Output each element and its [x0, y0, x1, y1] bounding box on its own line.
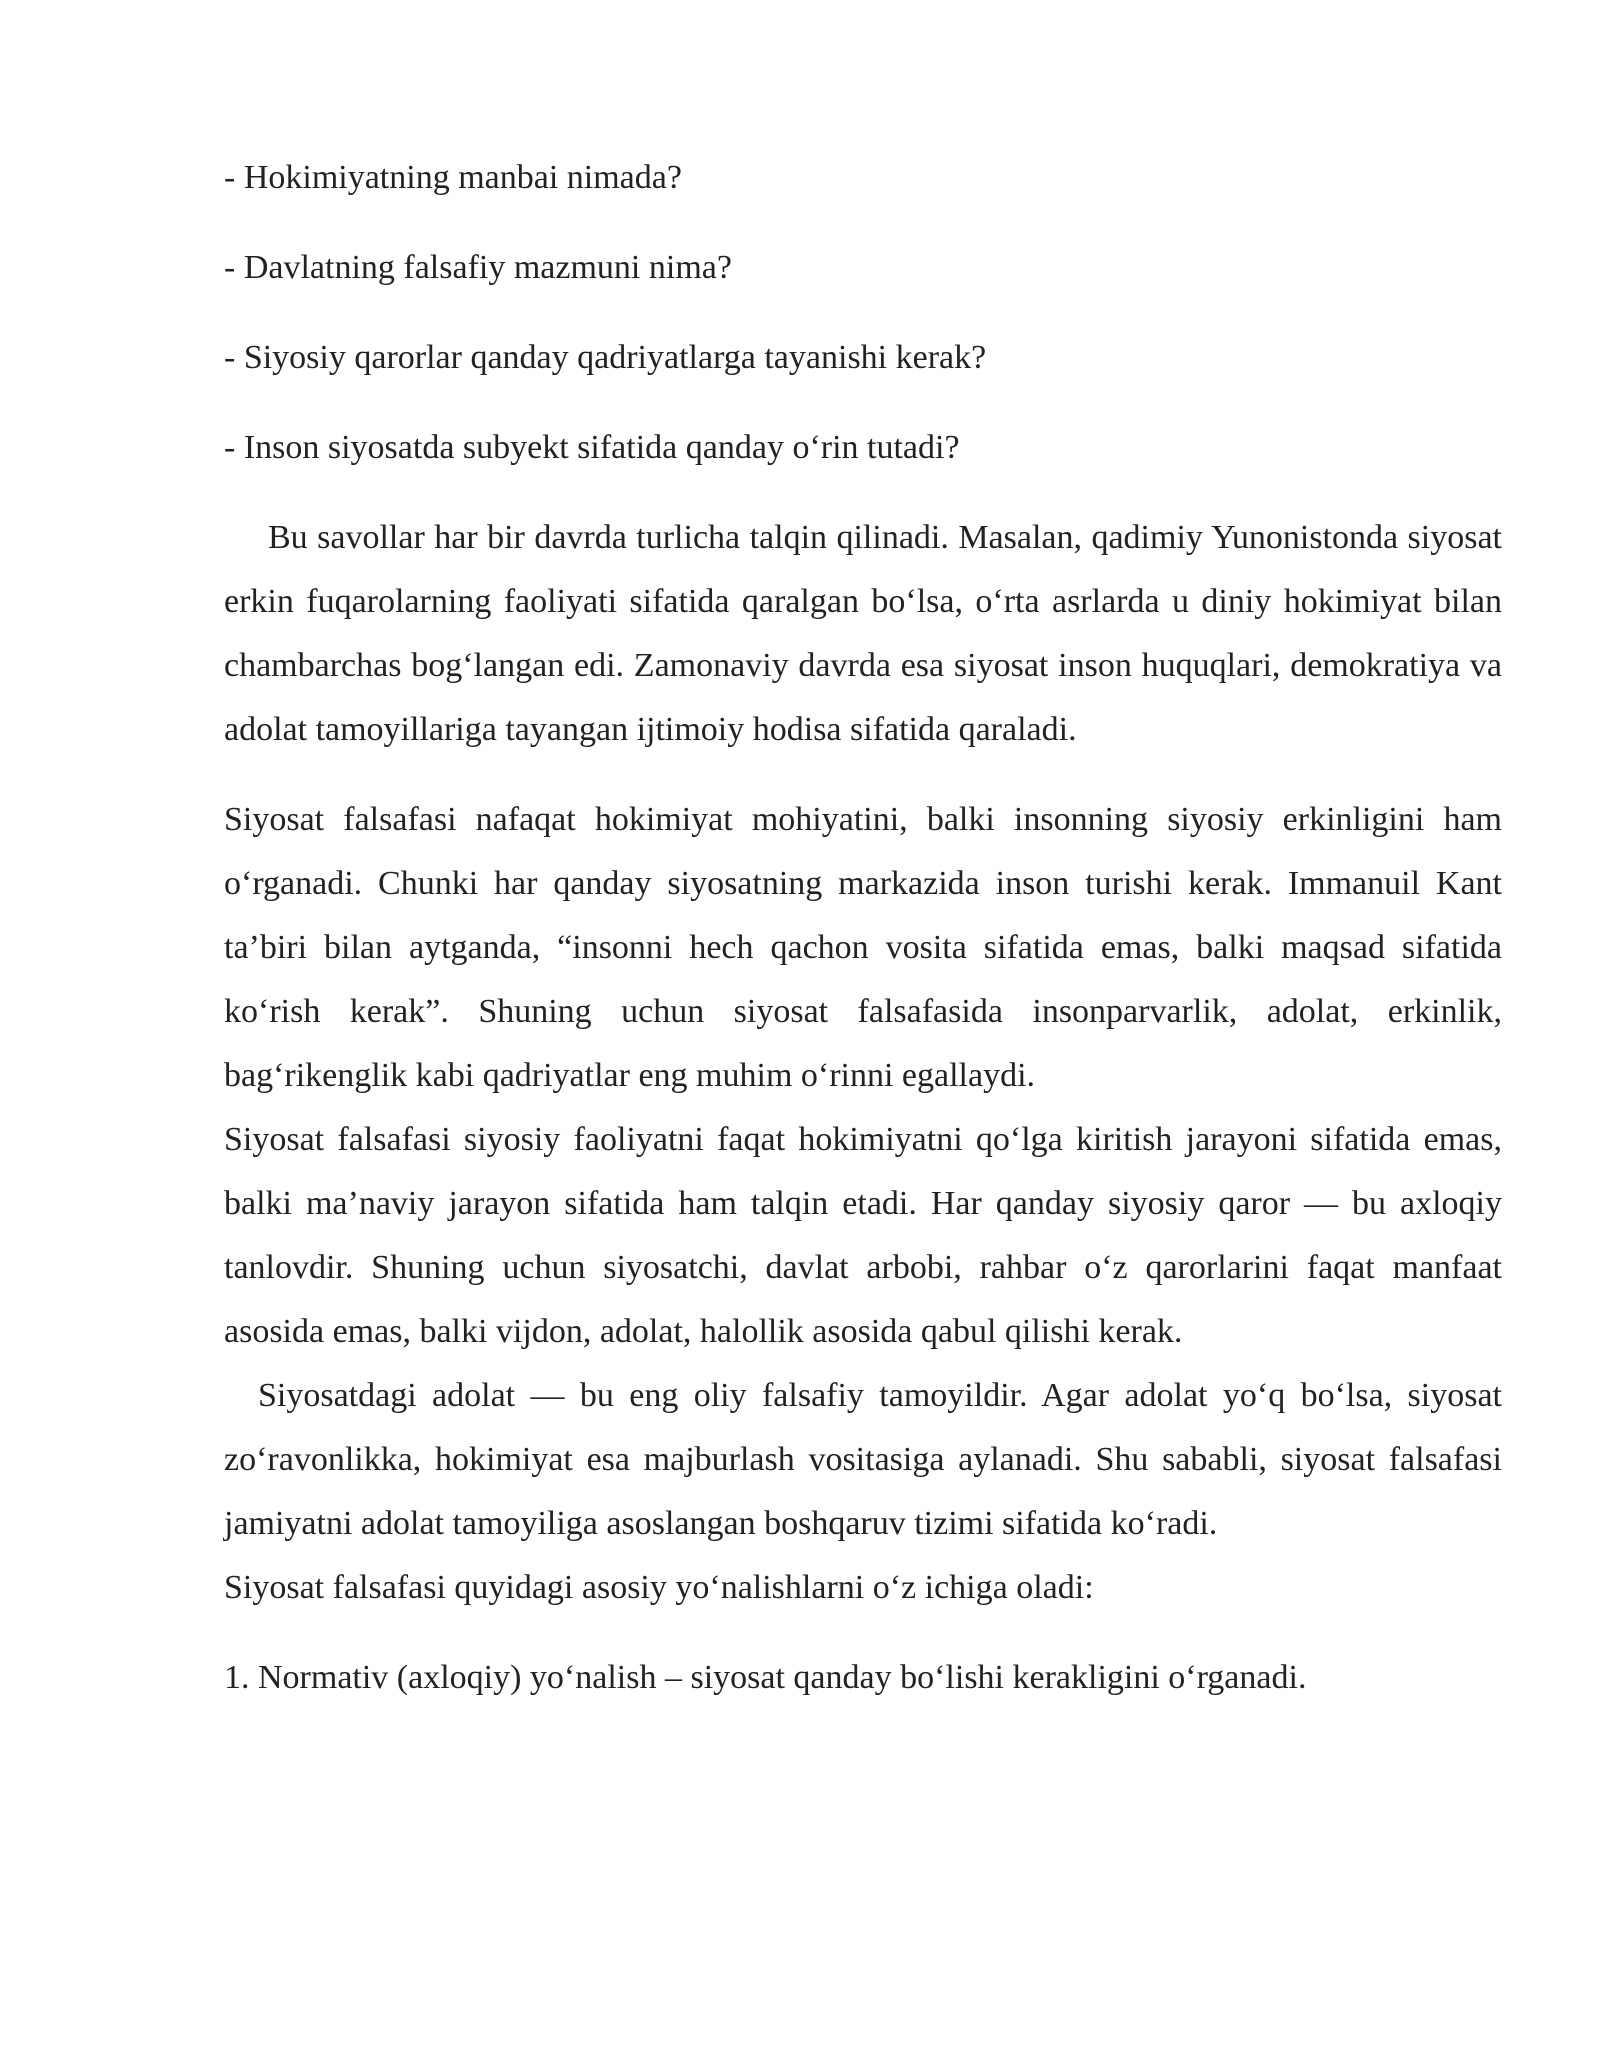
- document-body: [224, 146, 1502, 1710]
- list-item-normative: 1. Normativ (axloqiy) yo‘nalish – siyosat qanday bo‘lishi kerakligini o‘rganadi.: [224, 1659, 1307, 1696]
- question-line: - Inson siyosatda subyekt sifatida qanday o‘rin tutadi?: [224, 429, 960, 466]
- paragraph-human-freedom: Siyosat falsafasi nafaqat hokimiyat mohiyatini, balki insonning siyosiy erkinligini ham o‘rganadi. Chunki har qanday siyosatning markazida inson turishi kerak. Immanuil Kant ta’biri bilan aytganda, “insonni hech qachon vosita sifatida emas, balki maqsad sifatida ko‘rish kerak”. Shuning uchun siyosat falsafasida insonparvarlik, adolat, erkinlik, bag‘rikenglik kabi qadriyatlar eng muhim o‘rinni egallaydi.: [224, 801, 1502, 1094]
- paragraph-moral-process: Siyosat falsafasi siyosiy faoliyatni faqat hokimiyatni qo‘lga kiritish jarayoni sifatida emas, balki ma’naviy jarayon sifatida ham talqin etadi. Har qanday siyosiy qaror — bu axloqiy tanlovdir. Shuning uchun siyosatchi, davlat arbobi, rahbar o‘z qarorlarini faqat manfaat asosida emas, balki vijdon, adolat, halollik asosida qabul qilishi kerak.: [224, 1121, 1502, 1350]
- paragraph-historical-interpretation: Bu savollar har bir davrda turlicha talqin qilinadi. Masalan, qadimiy Yunonistonda siyosat erkin fuqarolarning faoliyati sifatida qaralgan bo‘lsa, o‘rta asrlarda u diniy hokimiyat bilan chambarchas bog‘langan edi. Zamonaviy davrda esa siyosat inson huquqlari, demokratiya va adolat tamoyillariga tayangan ijtimoiy hodisa sifatida qaraladi.: [224, 519, 1502, 748]
- paragraph-justice: Siyosatdagi adolat — bu eng oliy falsafiy tamoyildir. Agar adolat yo‘q bo‘lsa, siyosat zo‘ravonlikka, hokimiyat esa majburlash vositasiga aylanadi. Shu sababli, siyosat falsafasi jamiyatni adolat tamoyiliga asoslangan boshqaruv tizimi sifatida ko‘radi.: [224, 1377, 1502, 1542]
- question-line: - Siyosiy qarorlar qanday qadriyatlarga tayanishi kerak?: [224, 339, 987, 376]
- question-line: - Davlatning falsafiy mazmuni nima?: [224, 249, 732, 286]
- question-line: - Hokimiyatning manbai nimada?: [224, 159, 682, 196]
- paragraph-directions-intro: Siyosat falsafasi quyidagi asosiy yo‘nalishlarni o‘z ichiga oladi:: [224, 1569, 1094, 1606]
